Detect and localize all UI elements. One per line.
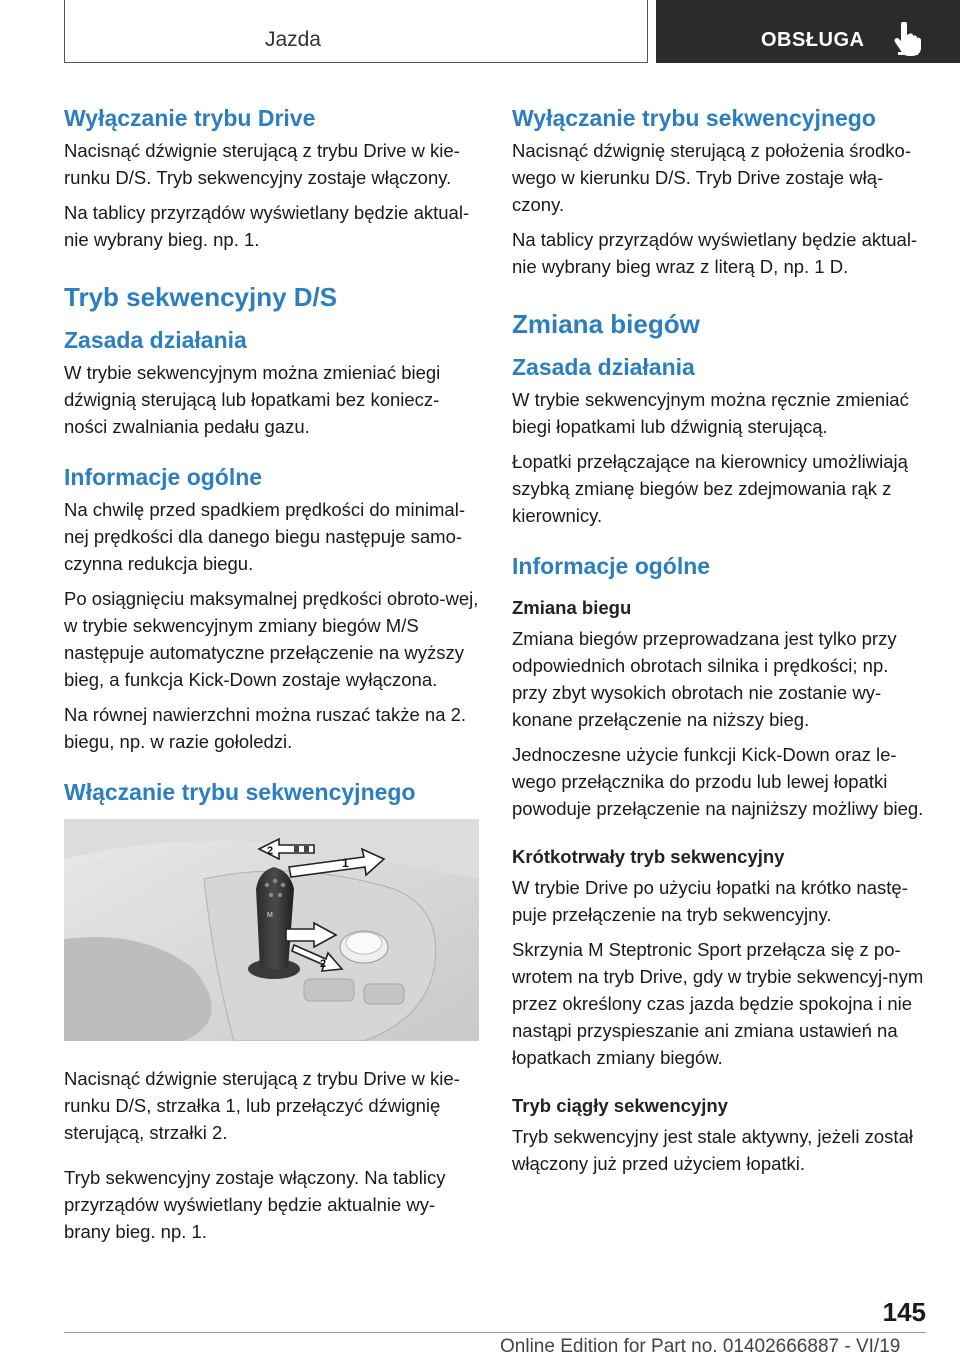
paragraph: Na chwilę przed spadkiem prędkości do minimal-nej prędkości dla danego biegu następuje samo-czynna redukcja biegu.	[64, 499, 465, 574]
header-chapter-tab	[656, 0, 960, 63]
arrow-label-2-bottom: 2	[320, 958, 327, 970]
heading-drive-off: Wyłączanie trybu Drive	[64, 105, 316, 131]
paragraph: Nacisnąć dźwignie sterującą z trybu Drive w kie-runku D/S, strzałka 1, lub przełączyć dźwignię sterującą, strzałki 2.	[64, 1068, 460, 1143]
heading-sequential-on: Włączanie trybu sekwencyjnego	[64, 779, 416, 805]
paragraph: Na tablicy przyrządów wyświetlany będzie aktual-nie wybrany bieg. np. 1.	[64, 202, 470, 250]
paragraph: Na tablicy przyrządów wyświetlany będzie aktual-nie wybrany bieg wraz z literą D, np. 1 D.	[512, 229, 918, 277]
paragraph: W trybie sekwencyjnym można ręcznie zmieniać biegi łopatkami lub dźwignią sterującą.	[512, 389, 909, 437]
heading-general-info: Informacje ogólne	[512, 553, 711, 579]
heading-sequential-off: Wyłączanie trybu sekwencyjnego	[512, 105, 876, 131]
heading-gear-change: Zmiana biegu	[512, 597, 632, 618]
paragraph: Nacisnąć dźwignie sterującą z trybu Drive w kie-runku D/S. Tryb sekwencyjny zostaje włączony.	[64, 140, 460, 188]
footer-edition: Online Edition for Part no. 01402666887 - VI/19	[500, 1336, 901, 1357]
header-section-box	[64, 0, 648, 63]
header-chapter-label: OBSŁUGA	[761, 29, 865, 51]
paragraph: Po osiągnięciu maksymalnej prędkości obroto-wej, w trybie sekwencyjnym zmiany biegów M/S następuje automatyczne przełączenie na wyższy bieg, a funkcja Kick-Down zostaje wyłączona.	[64, 588, 479, 690]
arrow-label-2-top: 2	[267, 845, 274, 857]
paragraph: Tryb sekwencyjny jest stale aktywny, jeżeli został włączony już przed użyciem łopatki.	[512, 1126, 913, 1174]
paragraph: Nacisnąć dźwignię sterującą z położenia środko-wego w kierunku D/S. Tryb Drive zostaje włą-czony.	[512, 140, 911, 215]
paragraph: W trybie Drive po użyciu łopatki na krótko nastę-puje przełączenie na tryb sekwencyjny.	[512, 877, 908, 925]
paragraph: W trybie sekwencyjnym można zmieniać biegi dźwignią sterującą lub łopatkami bez koniecz-ności zwalniania pedału gazu.	[64, 362, 441, 437]
heading-general-info: Informacje ogólne	[64, 464, 263, 490]
heading-gear-changes: Zmiana biegów	[512, 309, 700, 339]
gear-lever-illustration	[64, 819, 479, 1041]
arrow-label-1: 1	[342, 856, 349, 870]
paragraph: Łopatki przełączające na kierownicy umożliwiają szybką zmianę biegów bez zdejmowania rąk z kierownicy.	[512, 451, 908, 526]
right-column	[512, 103, 926, 1185]
paragraph: Na równej nawierzchni można ruszać także na 2. biegu, np. w razie gołoledzi.	[64, 704, 467, 752]
paragraph: Skrzynia M Steptronic Sport przełącza się z po-wrotem na tryb Drive, gdy w trybie sekwencyj-nym przez określony czas jazda będzie spokojna i nie nastąpi przyspieszanie ani zmiana ustawień na łopatkach zmiany biegów.	[512, 939, 924, 1068]
footer-divider	[64, 1332, 926, 1333]
paragraph: Zmiana biegów przeprowadzana jest tylko przy odpowiednich obrotach silnika i prędkości; np. przy zbyt wysokich obrotach nie zostanie wy-konane przełączenie na niższy bieg.	[512, 628, 897, 730]
heading-sequential-mode: Tryb sekwencyjny D/S	[64, 282, 338, 312]
header-section-title: Jazda	[264, 28, 321, 51]
heading-principle: Zasada działania	[512, 354, 695, 380]
heading-principle: Zasada działania	[64, 327, 247, 353]
svg-text:M: M	[267, 912, 273, 919]
left-column	[64, 103, 479, 1253]
hand-pointer-icon	[892, 22, 922, 56]
heading-short-sequential: Krótkotrwały tryb sekwencyjny	[512, 846, 785, 867]
paragraph: Tryb sekwencyjny zostaje włączony. Na tablicy przyrządów wyświetlany będzie aktualnie wy-brany bieg. np. 1.	[64, 1167, 446, 1242]
paragraph: Jednoczesne użycie funkcji Kick-Down oraz le-wego przełącznika do przodu lub lewej łopatki powoduje przełączenie na najniższy możliwy bieg.	[512, 744, 924, 819]
heading-continuous-sequential: Tryb ciągły sekwencyjny	[512, 1095, 728, 1116]
page-number: 145	[882, 1297, 926, 1327]
